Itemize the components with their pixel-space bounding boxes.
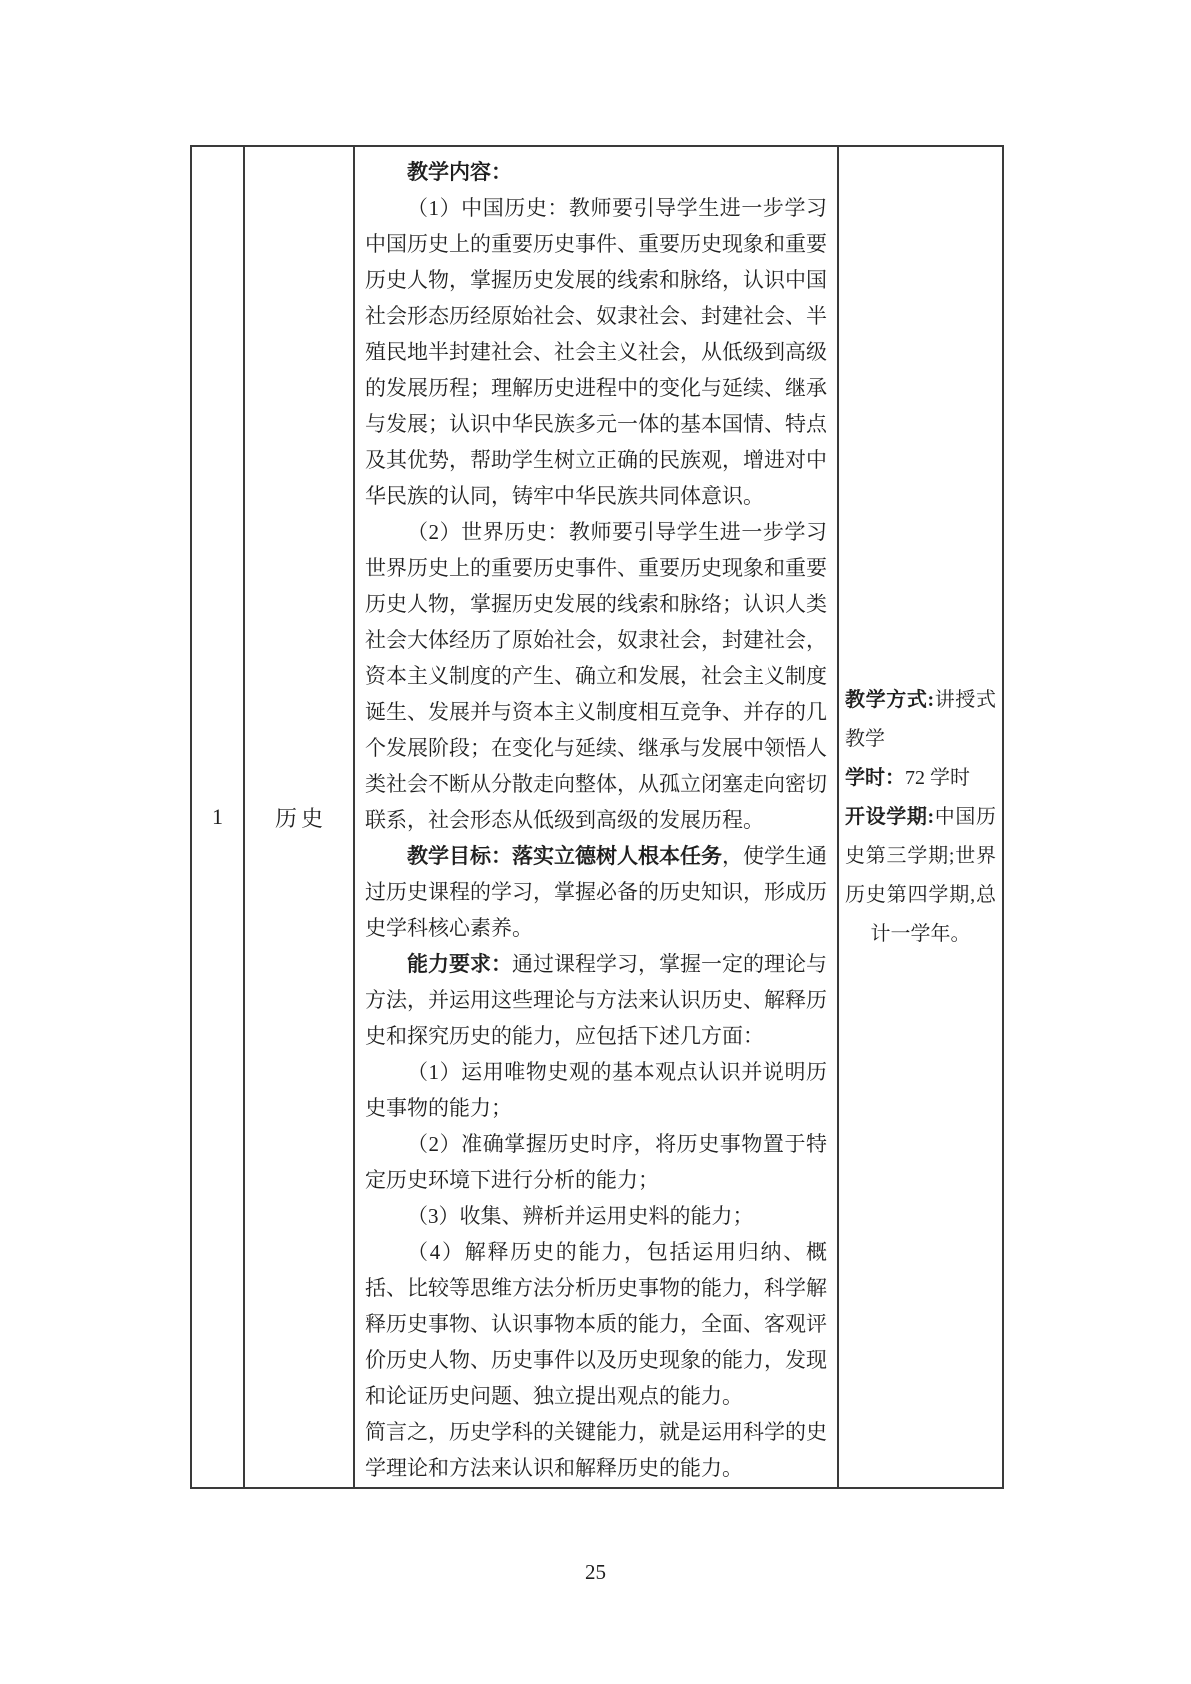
bold-run: 教学目标：落实立德树人根本任务 xyxy=(407,844,722,868)
info-label: 开设学期: xyxy=(845,805,935,828)
text-run: （2）世界历史：教师要引导学生进一步学习世界历史上的重要历史事件、重要历史现象和重要历史人物，掌握历史发展的线索和脉络；认识人类社会大体经历了原始社会，奴隶社会，封建社会，资本主义制度的产生、确立和发展，社会主义制度诞生、发展并与资本主义制度相互竞争、并存的几个发展阶段；在变化与延续、继承与发展中领悟人类社会不断从分散走向整体，从孤立闭塞走向密切联系，社会形态从低级到高级的发展历程。 xyxy=(365,520,827,832)
text-run: （3）收集、辨析并运用史料的能力； xyxy=(407,1204,754,1228)
info-label: 学时： xyxy=(845,766,905,789)
paragraph-teaching-content-heading xyxy=(365,154,827,190)
cell-subject xyxy=(245,147,355,1487)
course-table xyxy=(190,145,1004,1489)
paragraph-china-history xyxy=(365,190,827,514)
bold-run: 教学内容： xyxy=(407,160,512,184)
text-run: （1）运用唯物史观的基本观点认识并说明历史事物的能力； xyxy=(365,1060,827,1120)
paragraph-ability-4 xyxy=(365,1234,827,1414)
text-run: （1）中国历史：教师要引导学生进一步学习中国历史上的重要历史事件、重要历史现象和重要历史人物，掌握历史发展的线索和脉络，认识中国社会形态历经原始社会、奴隶社会、封建社会、半殖民地半封建社会、社会主义社会，从低级到高级的发展历程；理解历史进程中的变化与延续、继承与发展；认识中华民族多元一体的基本国情、特点及其优势，帮助学生树立正确的民族观，增进对中华民族的认同，铸牢中华民族共同体意识。 xyxy=(365,196,827,508)
paragraph-ability-2 xyxy=(365,1126,827,1198)
row-number: 1 xyxy=(212,804,223,829)
info-value: 讲授式教学 xyxy=(845,688,996,750)
paragraph-ability-3 xyxy=(365,1198,827,1234)
text-run: （4）解释历史的能力，包括运用归纳、概括、比较等思维方法分析历史事物的能力，科学解释历史事物、认识事物本质的能力，全面、客观评价历史人物、历史事件以及历史现象的能力，发现和论证历史问题、独立提出观点的能力。 xyxy=(365,1240,827,1408)
subject-name: 历史 xyxy=(274,805,327,831)
page-number: 25 xyxy=(585,1560,606,1584)
cell-course-info xyxy=(839,147,1000,1487)
paragraph-world-history xyxy=(365,514,827,838)
paragraph-ability-1 xyxy=(365,1054,827,1126)
info-semester xyxy=(845,798,996,954)
info-value: 中国历史第三学期;世界历史第四学期,总计一学年。 xyxy=(845,805,996,945)
text-run: 通过课程学习，掌握一定的理论与方法，并运用这些理论与方法来认识历史、解释历史和探究历史的能力，应包括下述几方面： xyxy=(365,952,827,1048)
cell-row-number xyxy=(192,147,245,1487)
paragraph-ability-requirement xyxy=(365,946,827,1054)
cell-teaching-content xyxy=(355,147,839,1487)
text-run: 简言之，历史学科的关键能力，就是运用科学的史学理论和方法来认识和解释历史的能力。 xyxy=(365,1420,827,1480)
info-class-hours xyxy=(845,759,996,798)
paragraph-teaching-goal xyxy=(365,838,827,946)
info-teaching-method xyxy=(845,681,996,759)
bold-run: 能力要求： xyxy=(407,952,512,976)
paragraph-summary xyxy=(365,1414,827,1486)
text-run: （2）准确掌握历史时序，将历史事物置于特定历史环境下进行分析的能力； xyxy=(365,1132,827,1192)
text-run: ，使学生通过历史课程的学习，掌握必备的历史知识，形成历史学科核心素养。 xyxy=(365,844,827,940)
info-label: 教学方式: xyxy=(845,688,935,711)
info-value: 72 学时 xyxy=(905,766,970,789)
